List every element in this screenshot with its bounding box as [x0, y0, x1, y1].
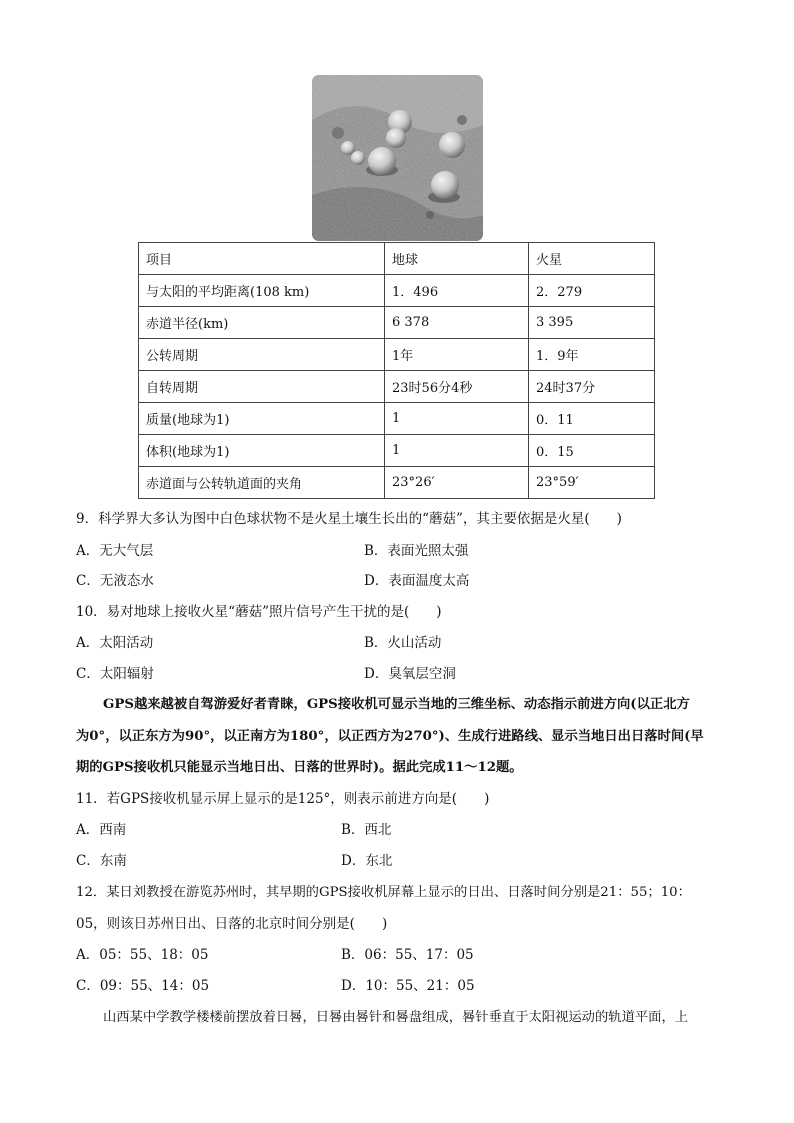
- passage-gps-line-2: 为0°，以正东方为90°，以正南方为180°，以正西方为270°)、生成行进路线、显示当地日出日落时间(早: [76, 729, 704, 744]
- table-cell: 项目: [139, 243, 385, 275]
- table-cell: 与太阳的平均距离(108 km): [139, 275, 385, 307]
- table-cell: 火星: [529, 243, 655, 275]
- table-row: [139, 371, 655, 403]
- table-cell: 体积(地球为1): [139, 435, 385, 467]
- question-9-option-d: D．表面温度太高: [364, 573, 470, 589]
- table-cell: 1年: [385, 339, 529, 371]
- question-12-option-d: D．10：55、21：05: [341, 978, 475, 994]
- table-row: [139, 467, 655, 499]
- table-cell: 23°59′: [529, 467, 655, 499]
- question-10-option-c: C．太阳辐射: [76, 666, 154, 682]
- question-10-option-d: D．臭氧层空洞: [364, 666, 456, 682]
- table-cell: 24时37分: [529, 371, 655, 403]
- question-11-option-b: B．西北: [341, 822, 392, 838]
- table-cell: 0．11: [529, 403, 655, 435]
- question-11-stem: 11．若GPS接收机显示屏上显示的是125°，则表示前进方向是( ): [76, 791, 490, 807]
- table-cell: 赤道面与公转轨道面的夹角: [139, 467, 385, 499]
- table-cell: 赤道半径(km): [139, 307, 385, 339]
- table-cell: 23°26′: [385, 467, 529, 499]
- table-row: [139, 307, 655, 339]
- table-cell: 1: [385, 403, 529, 435]
- passage-gps-line-1: GPS越来越被自驾游爱好者青睐，GPS接收机可显示当地的三维坐标、动态指示前进方向(以正北方: [103, 697, 690, 712]
- table-cell: 地球: [385, 243, 529, 275]
- question-9-stem: 9．科学界大多认为图中白色球状物不是火星土壤生长出的“蘑菇”，其主要依据是火星( ): [76, 511, 622, 527]
- table-row: [139, 435, 655, 467]
- question-11-option-a: A．西南: [76, 822, 127, 838]
- passage-gps-line-3: 期的GPS接收机只能显示当地日出、日落的世界时)。据此完成11～12题。: [76, 760, 523, 775]
- table-row: [139, 403, 655, 435]
- table-cell: 2．279: [529, 275, 655, 307]
- table-cell: 23时56分4秒: [385, 371, 529, 403]
- question-12-option-a: A．05：55、18：05: [76, 947, 209, 963]
- table-cell: 1: [385, 435, 529, 467]
- mars-mushroom-photo: [312, 75, 483, 241]
- question-11-option-d: D．东北: [341, 853, 393, 869]
- table-cell: 质量(地球为1): [139, 403, 385, 435]
- question-10-option-a: A．太阳活动: [76, 635, 154, 651]
- table-cell: 自转周期: [139, 371, 385, 403]
- question-12-option-b: B．06：55、17：05: [341, 947, 474, 963]
- passage-sundial-line-1: 山西某中学教学楼楼前摆放着日晷，日晷由晷针和晷盘组成，晷针垂直于太阳视运动的轨道平面，上: [103, 1010, 689, 1025]
- table-row: [139, 275, 655, 307]
- table-row: [139, 243, 655, 275]
- question-11-option-c: C．东南: [76, 853, 127, 869]
- question-9-option-b: B．表面光照太强: [364, 543, 469, 559]
- table-cell: 1．9年: [529, 339, 655, 371]
- table-cell: 0．15: [529, 435, 655, 467]
- question-12-option-c: C．09：55、14：05: [76, 978, 210, 994]
- table-cell: 3 395: [529, 307, 655, 339]
- question-12-stem-line-1: 12．某日刘教授在游览苏州时，其早期的GPS接收机屏幕上显示的日出、日落时间分别是21：55；10：: [76, 885, 691, 900]
- table-cell: 1．496: [385, 275, 529, 307]
- question-10-stem: 10．易对地球上接收火星“蘑菇”照片信号产生干扰的是( ): [76, 604, 442, 620]
- planet-comparison-table: [138, 242, 655, 499]
- table-row: [139, 339, 655, 371]
- question-9-option-a: A．无大气层: [76, 543, 154, 559]
- table-cell: 公转周期: [139, 339, 385, 371]
- question-12-stem-line-2: 05，则该日苏州日出、日落的北京时间分别是( ): [76, 916, 388, 932]
- question-10-option-b: B．火山活动: [364, 635, 442, 651]
- question-9-option-c: C．无液态水: [76, 573, 154, 589]
- table-cell: 6 378: [385, 307, 529, 339]
